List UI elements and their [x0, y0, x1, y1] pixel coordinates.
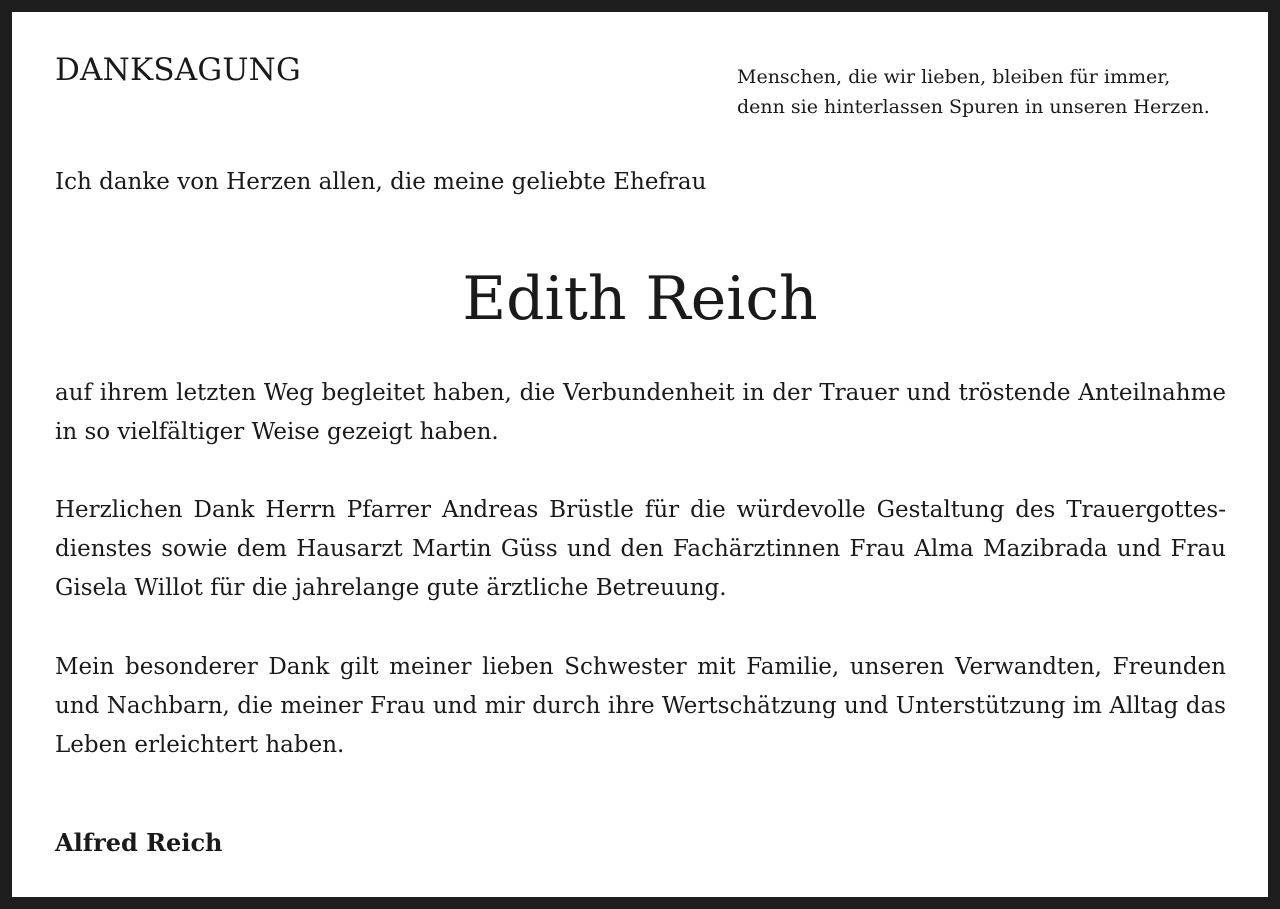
thanks-paragraph-2: Herzlichen Dank Herrn Pfarrer Andreas Brüstle für die würdevolle Gestaltung des Trauergottesdienstes sowie dem Hausarzt Martin Güss und den Fachärztinnen Frau Alma Mazibrada und Frau Gisela Willot für die jahrelange gute ärztliche Betreuung. [55, 497, 1226, 601]
death-notice-card [12, 12, 1268, 897]
signature: Alfred Reich [55, 828, 223, 857]
memorial-quote-line-2: denn sie hinterlassen Spuren in unseren Herzen. [737, 96, 1210, 118]
deceased-name: Edith Reich [462, 264, 818, 334]
thanks-paragraph-1: auf ihrem letzten Weg begleitet haben, die Verbundenheit in der Trauer und tröstende Anteilnahme in so vielfältiger Weise gezeigt haben. [55, 380, 1226, 445]
notice-heading: DANKSAGUNG [55, 52, 301, 88]
memorial-quote-line-1: Menschen, die wir lieben, bleiben für immer, [737, 66, 1171, 88]
intro-text: Ich danke von Herzen allen, die meine geliebte Ehefrau [55, 169, 707, 195]
memorial-quote [737, 62, 1210, 122]
thanks-paragraph-3: Mein besonderer Dank gilt meiner lieben Schwester mit Familie, unseren Verwandten, Freunden und Nachbarn, die meiner Frau und mir durch ihre Wertschätzung und Unterstützung im Alltag das Leben erleichtert haben. [55, 654, 1226, 758]
